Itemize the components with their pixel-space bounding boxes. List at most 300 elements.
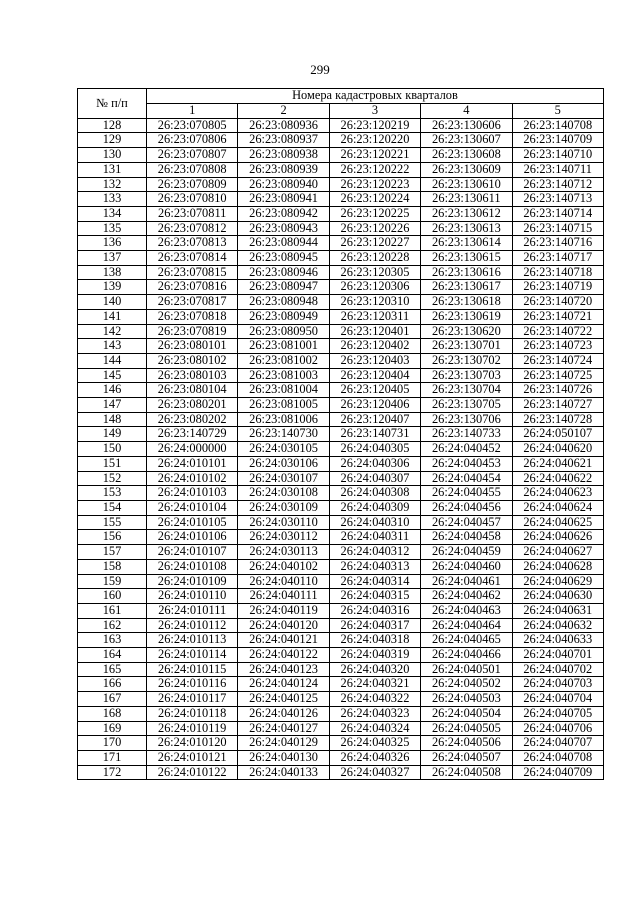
row-number-cell: 168 (78, 706, 147, 721)
cadastral-number-cell: 26:24:040313 (329, 559, 420, 574)
cadastral-number-cell: 26:23:120305 (329, 265, 420, 280)
table-row (78, 456, 604, 471)
cadastral-number-cell: 26:23:130701 (421, 339, 512, 354)
table-row (78, 559, 604, 574)
row-number-cell: 147 (78, 398, 147, 413)
cadastral-number-cell: 26:24:010114 (147, 648, 238, 663)
cadastral-number-cell: 26:24:000000 (147, 442, 238, 457)
cadastral-number-cell: 26:23:130706 (421, 412, 512, 427)
table-row (78, 618, 604, 633)
cadastral-number-cell: 26:24:040452 (421, 442, 512, 457)
cadastral-number-cell: 26:24:040701 (512, 648, 603, 663)
cadastral-number-cell: 26:24:040323 (329, 706, 420, 721)
cadastral-number-cell: 26:23:140716 (512, 236, 603, 251)
cadastral-number-cell: 26:23:120221 (329, 148, 420, 163)
cadastral-number-cell: 26:24:040311 (329, 530, 420, 545)
cadastral-number-cell: 26:23:070812 (147, 221, 238, 236)
cadastral-number-cell: 26:24:010106 (147, 530, 238, 545)
cadastral-number-cell: 26:23:070817 (147, 295, 238, 310)
cadastral-number-cell: 26:23:080940 (238, 177, 329, 192)
cadastral-number-cell: 26:23:130613 (421, 221, 512, 236)
cadastral-number-cell: 26:24:040321 (329, 677, 420, 692)
row-number-cell: 158 (78, 559, 147, 574)
cadastral-number-cell: 26:23:130703 (421, 368, 512, 383)
row-number-cell: 170 (78, 736, 147, 751)
cadastral-number-cell: 26:23:130704 (421, 383, 512, 398)
cadastral-number-cell: 26:24:010105 (147, 515, 238, 530)
cadastral-number-cell: 26:24:040119 (238, 603, 329, 618)
table-row (78, 412, 604, 427)
cadastral-number-cell: 26:23:080101 (147, 339, 238, 354)
cadastral-number-cell: 26:23:120404 (329, 368, 420, 383)
cadastral-number-cell: 26:23:120223 (329, 177, 420, 192)
cadastral-number-cell: 26:23:070807 (147, 148, 238, 163)
cadastral-number-cell: 26:23:140708 (512, 118, 603, 133)
table-row (78, 486, 604, 501)
cadastral-number-cell: 26:23:120226 (329, 221, 420, 236)
cadastral-number-cell: 26:24:010122 (147, 765, 238, 780)
cadastral-number-cell: 26:24:010104 (147, 500, 238, 515)
cadastral-number-cell: 26:24:040307 (329, 471, 420, 486)
cadastral-number-cell: 26:24:010120 (147, 736, 238, 751)
row-number-cell: 155 (78, 515, 147, 530)
cadastral-number-cell: 26:23:130618 (421, 295, 512, 310)
table-row (78, 162, 604, 177)
cadastral-number-cell: 26:23:120401 (329, 324, 420, 339)
table-row (78, 148, 604, 163)
cadastral-number-cell: 26:23:140731 (329, 427, 420, 442)
cadastral-number-cell: 26:24:030112 (238, 530, 329, 545)
table-row (78, 295, 604, 310)
cadastral-number-cell: 26:24:010118 (147, 706, 238, 721)
cadastral-number-cell: 26:24:040708 (512, 750, 603, 765)
cadastral-number-cell: 26:24:010113 (147, 633, 238, 648)
cadastral-number-cell: 26:24:010115 (147, 662, 238, 677)
cadastral-number-cell: 26:23:080949 (238, 309, 329, 324)
cadastral-number-cell: 26:23:130608 (421, 148, 512, 163)
cadastral-number-cell: 26:24:040506 (421, 736, 512, 751)
row-number-cell: 143 (78, 339, 147, 354)
table-row (78, 662, 604, 677)
table-row (78, 236, 604, 251)
cadastral-number-cell: 26:23:070819 (147, 324, 238, 339)
cadastral-number-cell: 26:23:081006 (238, 412, 329, 427)
cadastral-number-cell: 26:24:040455 (421, 486, 512, 501)
row-number-cell: 134 (78, 206, 147, 221)
row-number-cell: 154 (78, 500, 147, 515)
cadastral-number-cell: 26:24:040317 (329, 618, 420, 633)
cadastral-number-cell: 26:24:040505 (421, 721, 512, 736)
cadastral-number-cell: 26:24:010102 (147, 471, 238, 486)
cadastral-number-cell: 26:24:030110 (238, 515, 329, 530)
cadastral-number-cell: 26:23:140721 (512, 309, 603, 324)
cadastral-number-cell: 26:23:120225 (329, 206, 420, 221)
cadastral-number-cell: 26:24:040127 (238, 721, 329, 736)
table-row (78, 206, 604, 221)
table-row (78, 265, 604, 280)
cadastral-number-cell: 26:24:010111 (147, 603, 238, 618)
cadastral-number-cell: 26:24:040322 (329, 692, 420, 707)
cadastral-number-cell: 26:23:120407 (329, 412, 420, 427)
table-row (78, 353, 604, 368)
table-row (78, 221, 604, 236)
cadastral-number-cell: 26:24:040461 (421, 574, 512, 589)
cadastral-number-cell: 26:23:080948 (238, 295, 329, 310)
cadastral-number-cell: 26:24:040627 (512, 545, 603, 560)
row-number-cell: 163 (78, 633, 147, 648)
cadastral-number-cell: 26:23:120311 (329, 309, 420, 324)
cadastral-number-cell: 26:24:040305 (329, 442, 420, 457)
cadastral-number-cell: 26:23:140728 (512, 412, 603, 427)
cadastral-number-cell: 26:24:040309 (329, 500, 420, 515)
cadastral-number-cell: 26:24:040102 (238, 559, 329, 574)
cadastral-number-cell: 26:24:040465 (421, 633, 512, 648)
cadastral-number-cell: 26:23:080937 (238, 133, 329, 148)
row-number-cell: 137 (78, 251, 147, 266)
cadastral-number-cell: 26:24:040624 (512, 500, 603, 515)
table-row (78, 309, 604, 324)
cadastral-number-cell: 26:23:080939 (238, 162, 329, 177)
table-row (78, 765, 604, 780)
cadastral-number-cell: 26:24:040626 (512, 530, 603, 545)
cadastral-number-cell: 26:24:040314 (329, 574, 420, 589)
row-number-cell: 142 (78, 324, 147, 339)
cadastral-number-cell: 26:23:130705 (421, 398, 512, 413)
cadastral-number-cell: 26:24:010108 (147, 559, 238, 574)
cadastral-number-cell: 26:24:040457 (421, 515, 512, 530)
table-row (78, 648, 604, 663)
cadastral-number-cell: 26:24:040121 (238, 633, 329, 648)
cadastral-number-cell: 26:23:080950 (238, 324, 329, 339)
row-number-cell: 161 (78, 603, 147, 618)
cadastral-number-cell: 26:23:140715 (512, 221, 603, 236)
cadastral-number-cell: 26:24:040466 (421, 648, 512, 663)
row-number-cell: 138 (78, 265, 147, 280)
cadastral-number-cell: 26:23:140722 (512, 324, 603, 339)
table-row (78, 603, 604, 618)
cadastral-number-cell: 26:24:040464 (421, 618, 512, 633)
cadastral-number-cell: 26:24:010112 (147, 618, 238, 633)
row-number-cell: 128 (78, 118, 147, 133)
cadastral-number-cell: 26:23:081005 (238, 398, 329, 413)
cadastral-number-cell: 26:23:120405 (329, 383, 420, 398)
cadastral-number-cell: 26:24:040704 (512, 692, 603, 707)
cadastral-number-cell: 26:23:140726 (512, 383, 603, 398)
table-row (78, 471, 604, 486)
cadastral-number-cell: 26:24:040126 (238, 706, 329, 721)
cadastral-number-cell: 26:24:040463 (421, 603, 512, 618)
cadastral-number-cell: 26:24:010121 (147, 750, 238, 765)
row-number-cell: 133 (78, 192, 147, 207)
table-row (78, 339, 604, 354)
cadastral-number-cell: 26:24:040324 (329, 721, 420, 736)
row-number-cell: 136 (78, 236, 147, 251)
cadastral-number-cell: 26:24:010107 (147, 545, 238, 560)
cadastral-number-cell: 26:23:070806 (147, 133, 238, 148)
cadastral-number-cell: 26:24:040454 (421, 471, 512, 486)
cadastral-number-cell: 26:23:080936 (238, 118, 329, 133)
cadastral-number-cell: 26:23:080201 (147, 398, 238, 413)
cadastral-number-cell: 26:24:040501 (421, 662, 512, 677)
cadastral-number-cell: 26:24:010116 (147, 677, 238, 692)
cadastral-number-cell: 26:23:081004 (238, 383, 329, 398)
cadastral-number-cell: 26:23:070816 (147, 280, 238, 295)
table-row (78, 721, 604, 736)
cadastral-number-cell: 26:24:040319 (329, 648, 420, 663)
cadastral-number-cell: 26:24:040453 (421, 456, 512, 471)
cadastral-number-cell: 26:23:070809 (147, 177, 238, 192)
cadastral-number-cell: 26:23:081001 (238, 339, 329, 354)
cadastral-number-cell: 26:23:140713 (512, 192, 603, 207)
table-row (78, 442, 604, 457)
cadastral-number-cell: 26:23:120220 (329, 133, 420, 148)
cadastral-number-cell: 26:23:140718 (512, 265, 603, 280)
cadastral-number-cell: 26:23:140720 (512, 295, 603, 310)
cadastral-number-cell: 26:24:040462 (421, 589, 512, 604)
cadastral-number-cell: 26:24:040122 (238, 648, 329, 663)
cadastral-number-cell: 26:23:120402 (329, 339, 420, 354)
row-number-cell: 166 (78, 677, 147, 692)
column-number-header: 4 (421, 104, 512, 119)
cadastral-number-cell: 26:24:010103 (147, 486, 238, 501)
row-number-cell: 135 (78, 221, 147, 236)
cadastral-number-cell: 26:23:081002 (238, 353, 329, 368)
cadastral-number-cell: 26:23:120219 (329, 118, 420, 133)
cadastral-number-cell: 26:23:080943 (238, 221, 329, 236)
cadastral-number-cell: 26:24:040312 (329, 545, 420, 560)
cadastral-number-cell: 26:23:120222 (329, 162, 420, 177)
cadastral-number-cell: 26:24:040130 (238, 750, 329, 765)
table-row (78, 324, 604, 339)
cadastral-number-cell: 26:24:030106 (238, 456, 329, 471)
cadastral-number-cell: 26:24:040507 (421, 750, 512, 765)
cadastral-number-cell: 26:23:140714 (512, 206, 603, 221)
cadastral-number-cell: 26:24:010110 (147, 589, 238, 604)
cadastral-number-cell: 26:24:040318 (329, 633, 420, 648)
table-row (78, 383, 604, 398)
table-row (78, 736, 604, 751)
cadastral-number-cell: 26:24:040124 (238, 677, 329, 692)
cadastral-number-cell: 26:24:040111 (238, 589, 329, 604)
cadastral-numbers-header: Номера кадастровых кварталов (147, 89, 604, 104)
row-number-cell: 132 (78, 177, 147, 192)
cadastral-number-cell: 26:23:140717 (512, 251, 603, 266)
cadastral-number-cell: 26:23:130615 (421, 251, 512, 266)
row-number-cell: 144 (78, 353, 147, 368)
cadastral-number-cell: 26:23:130607 (421, 133, 512, 148)
cadastral-number-cell: 26:23:140730 (238, 427, 329, 442)
table-row (78, 677, 604, 692)
cadastral-number-cell: 26:23:120306 (329, 280, 420, 295)
table-row (78, 177, 604, 192)
cadastral-number-cell: 26:24:030108 (238, 486, 329, 501)
cadastral-number-cell: 26:23:120403 (329, 353, 420, 368)
cadastral-number-cell: 26:24:040308 (329, 486, 420, 501)
cadastral-number-cell: 26:24:040621 (512, 456, 603, 471)
table-row (78, 368, 604, 383)
table-row (78, 750, 604, 765)
column-number-header: 5 (512, 104, 603, 119)
row-number-cell: 172 (78, 765, 147, 780)
cadastral-number-cell: 26:24:040503 (421, 692, 512, 707)
cadastral-number-cell: 26:23:120228 (329, 251, 420, 266)
row-number-cell: 131 (78, 162, 147, 177)
cadastral-number-cell: 26:24:040623 (512, 486, 603, 501)
table-row (78, 574, 604, 589)
cadastral-number-cell: 26:23:070810 (147, 192, 238, 207)
table-row (78, 692, 604, 707)
cadastral-number-cell: 26:24:040110 (238, 574, 329, 589)
cadastral-number-cell: 26:23:130612 (421, 206, 512, 221)
row-number-cell: 160 (78, 589, 147, 604)
table-row (78, 398, 604, 413)
cadastral-number-cell: 26:23:070818 (147, 309, 238, 324)
row-number-cell: 141 (78, 309, 147, 324)
column-number-header: 2 (238, 104, 329, 119)
cadastral-number-cell: 26:23:080202 (147, 412, 238, 427)
cadastral-number-cell: 26:24:030107 (238, 471, 329, 486)
cadastral-number-cell: 26:23:130616 (421, 265, 512, 280)
cadastral-number-cell: 26:23:140733 (421, 427, 512, 442)
table-row (78, 633, 604, 648)
cadastral-number-cell: 26:23:080102 (147, 353, 238, 368)
row-number-cell: 157 (78, 545, 147, 560)
cadastral-number-cell: 26:24:040625 (512, 515, 603, 530)
table-row (78, 500, 604, 515)
cadastral-number-cell: 26:23:080104 (147, 383, 238, 398)
cadastral-number-cell: 26:24:040327 (329, 765, 420, 780)
row-number-cell: 140 (78, 295, 147, 310)
cadastral-number-cell: 26:23:070813 (147, 236, 238, 251)
cadastral-number-cell: 26:24:040632 (512, 618, 603, 633)
cadastral-number-cell: 26:24:010119 (147, 721, 238, 736)
cadastral-number-cell: 26:24:040456 (421, 500, 512, 515)
cadastral-number-cell: 26:23:080946 (238, 265, 329, 280)
cadastral-number-cell: 26:23:120224 (329, 192, 420, 207)
cadastral-number-cell: 26:24:040129 (238, 736, 329, 751)
cadastral-number-cell: 26:23:080938 (238, 148, 329, 163)
cadastral-number-cell: 26:23:081003 (238, 368, 329, 383)
cadastral-number-cell: 26:23:080942 (238, 206, 329, 221)
cadastral-number-cell: 26:24:040120 (238, 618, 329, 633)
cadastral-number-cell: 26:24:010117 (147, 692, 238, 707)
cadastral-number-cell: 26:23:130619 (421, 309, 512, 324)
cadastral-number-cell: 26:23:120310 (329, 295, 420, 310)
cadastral-number-cell: 26:24:040631 (512, 603, 603, 618)
row-number-cell: 165 (78, 662, 147, 677)
cadastral-number-cell: 26:24:040458 (421, 530, 512, 545)
row-number-cell: 149 (78, 427, 147, 442)
cadastral-number-cell: 26:23:130614 (421, 236, 512, 251)
cadastral-number-cell: 26:23:080103 (147, 368, 238, 383)
table-row (78, 515, 604, 530)
cadastral-number-cell: 26:24:040326 (329, 750, 420, 765)
row-number-cell: 151 (78, 456, 147, 471)
cadastral-number-cell: 26:23:130702 (421, 353, 512, 368)
cadastral-number-cell: 26:23:130609 (421, 162, 512, 177)
table-row (78, 545, 604, 560)
row-number-cell: 148 (78, 412, 147, 427)
cadastral-number-cell: 26:24:040306 (329, 456, 420, 471)
row-number-cell: 162 (78, 618, 147, 633)
cadastral-number-cell: 26:23:140723 (512, 339, 603, 354)
cadastral-number-cell: 26:24:040702 (512, 662, 603, 677)
table-row (78, 589, 604, 604)
cadastral-number-cell: 26:23:140729 (147, 427, 238, 442)
cadastral-number-cell: 26:23:080947 (238, 280, 329, 295)
cadastral-number-cell: 26:23:130617 (421, 280, 512, 295)
cadastral-number-cell: 26:24:040316 (329, 603, 420, 618)
cadastral-number-cell: 26:23:070814 (147, 251, 238, 266)
cadastral-number-cell: 26:23:140727 (512, 398, 603, 413)
cadastral-number-cell: 26:23:080941 (238, 192, 329, 207)
cadastral-number-cell: 26:24:010109 (147, 574, 238, 589)
row-number-cell: 139 (78, 280, 147, 295)
cadastral-number-cell: 26:24:040133 (238, 765, 329, 780)
cadastral-number-cell: 26:23:130606 (421, 118, 512, 133)
table-body (78, 118, 604, 780)
cadastral-number-cell: 26:23:130610 (421, 177, 512, 192)
cadastral-number-cell: 26:24:040315 (329, 589, 420, 604)
cadastral-number-cell: 26:23:140710 (512, 148, 603, 163)
cadastral-number-cell: 26:24:030113 (238, 545, 329, 560)
cadastral-number-cell: 26:23:070805 (147, 118, 238, 133)
row-number-cell: 167 (78, 692, 147, 707)
cadastral-number-cell: 26:23:130611 (421, 192, 512, 207)
cadastral-number-cell: 26:24:040125 (238, 692, 329, 707)
row-number-header: № п/п (78, 89, 147, 119)
cadastral-number-cell: 26:23:080944 (238, 236, 329, 251)
cadastral-number-cell: 26:23:140712 (512, 177, 603, 192)
cadastral-number-cell: 26:23:070815 (147, 265, 238, 280)
cadastral-number-cell: 26:24:040709 (512, 765, 603, 780)
row-number-cell: 130 (78, 148, 147, 163)
table-row (78, 427, 604, 442)
cadastral-number-cell: 26:24:040504 (421, 706, 512, 721)
cadastral-number-cell: 26:23:140725 (512, 368, 603, 383)
cadastral-number-cell: 26:24:040628 (512, 559, 603, 574)
cadastral-number-cell: 26:23:130620 (421, 324, 512, 339)
table-row (78, 133, 604, 148)
row-number-cell: 153 (78, 486, 147, 501)
cadastral-number-cell: 26:24:040707 (512, 736, 603, 751)
table-row (78, 251, 604, 266)
cadastral-number-cell: 26:23:140711 (512, 162, 603, 177)
cadastral-number-cell: 26:24:040622 (512, 471, 603, 486)
cadastral-number-cell: 26:23:070808 (147, 162, 238, 177)
row-number-cell: 145 (78, 368, 147, 383)
row-number-cell: 150 (78, 442, 147, 457)
row-number-cell: 159 (78, 574, 147, 589)
row-number-cell: 156 (78, 530, 147, 545)
row-number-cell: 146 (78, 383, 147, 398)
table-row (78, 280, 604, 295)
cadastral-number-cell: 26:24:040459 (421, 545, 512, 560)
cadastral-number-cell: 26:24:040630 (512, 589, 603, 604)
cadastral-number-cell: 26:24:040633 (512, 633, 603, 648)
cadastral-quarters-table (77, 88, 604, 780)
cadastral-number-cell: 26:24:040629 (512, 574, 603, 589)
table-row (78, 118, 604, 133)
cadastral-number-cell: 26:23:120406 (329, 398, 420, 413)
column-number-header: 1 (147, 104, 238, 119)
table-row (78, 530, 604, 545)
cadastral-number-cell: 26:23:120227 (329, 236, 420, 251)
cadastral-number-cell: 26:23:140719 (512, 280, 603, 295)
cadastral-number-cell: 26:23:140709 (512, 133, 603, 148)
cadastral-number-cell: 26:24:030105 (238, 442, 329, 457)
page-number: 299 (310, 62, 330, 77)
